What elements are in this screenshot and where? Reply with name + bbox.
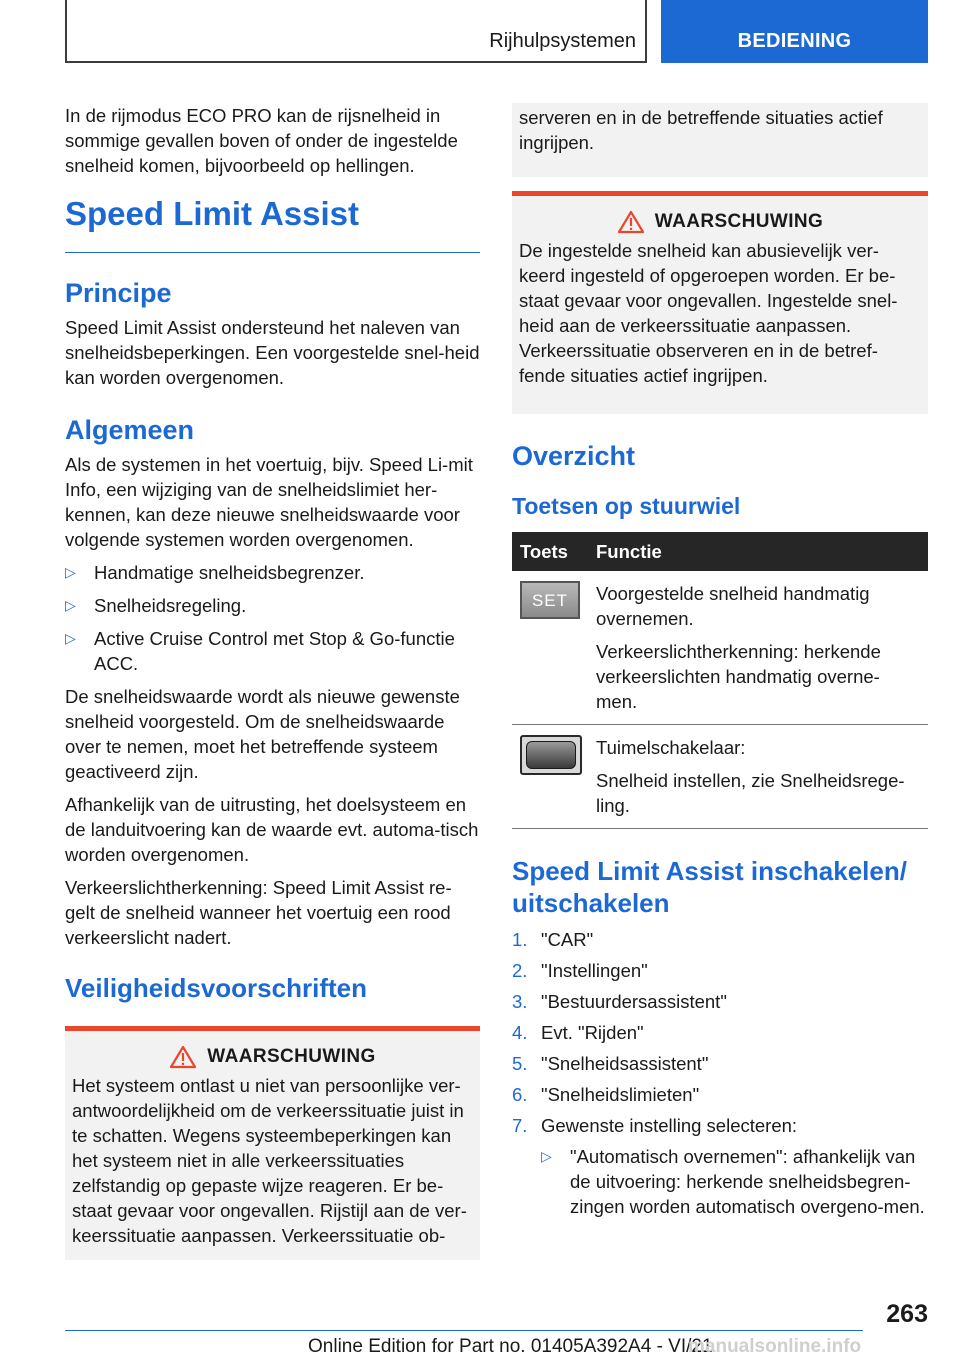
triangle-right-outline-icon: ▷: [65, 564, 76, 580]
toggle-heading: Speed Limit Assist inschakelen/ uitschakelen: [512, 856, 907, 918]
warning-box: [65, 1026, 480, 1260]
warning-title: WAARSCHUWING: [207, 1046, 376, 1067]
principe-heading: Principe: [65, 278, 172, 308]
table-cell-key: [512, 571, 588, 725]
set-button-icon: SET: [520, 581, 580, 619]
list-item: ▷ Active Cruise Control met Stop & Go-functie ACC.: [65, 628, 455, 674]
table-row: [512, 725, 928, 829]
principe-text: Speed Limit Assist ondersteund het naleven van snelheidsbeperkingen. Een voorgestelde snel-heid kan worden overgenomen.: [65, 317, 480, 388]
warning-triangle-icon: [169, 1045, 197, 1069]
triangle-right-outline-icon: ▷: [65, 630, 76, 646]
keys-heading: Toetsen op stuurwiel: [512, 493, 741, 519]
table-cell-function: Voorgestelde snelheid handmatig overnemen. Verkeerslichtherkenning: herkende verkeerslichten handmatig overne-men.: [588, 571, 928, 725]
list-item: ▷ "Automatisch overnemen": afhankelijk van de uitvoering: herkende snelheidsbegren-zingen worden automatisch overgeno-men.: [541, 1146, 925, 1217]
paragraph-automatic: Afhankelijk van de uitrusting, het doelsysteem en de landuitvoering kan de waarde evt. automa-tisch worden overgenomen.: [65, 794, 479, 865]
rocker-switch-icon: [520, 735, 582, 775]
warning-text: De ingestelde snelheid kan abusievelijk ver-keerd ingesteld of opgeroepen worden. Er be-staat gevaar voor ongevallen. Ingestelde snel-heid aan de verkeerssituatie aanpassen. Verkeerssituatie observeren en in de betref-fende situaties actief ingrijpen.: [519, 240, 898, 386]
warning-continued-text: serveren en in de betreffende situaties actief ingrijpen.: [519, 107, 883, 153]
systems-list: [65, 560, 480, 676]
footer-watermark: manualsonline.info: [688, 1336, 862, 1357]
keys-table: [512, 532, 928, 829]
list-item: 1. "CAR": [512, 929, 594, 950]
paragraph-suggested-speed: De snelheidswaarde wordt als nieuwe gewenste snelheid voorgesteld. Om de snelheidswaarde over te nemen, moet het betreffende systeem geactiveerd zijn.: [65, 686, 460, 782]
triangle-right-outline-icon: ▷: [65, 597, 76, 613]
safety-heading: Veiligheidsvoorschriften: [65, 973, 367, 1003]
warning-box-continued: [512, 103, 928, 177]
table-row: [512, 571, 928, 725]
list-item: 2. "Instellingen": [512, 960, 648, 981]
list-item: 7. Gewenste instelling selecteren: ▷ "Automatisch overnemen": afhankelijk van de uitvoering: herkende snelheidsbegren-zingen worden automatisch overgeno-men.: [512, 1113, 928, 1219]
warning-title: WAARSCHUWING: [654, 211, 824, 232]
table-cell-function: Tuimelschakelaar: Snelheid instellen, zie Snelheidsrege-ling.: [588, 725, 928, 829]
left-column: [65, 103, 480, 1260]
overview-heading: Overzicht: [512, 441, 636, 471]
warning-header: [519, 210, 921, 234]
list-item: 4. Evt. "Rijden": [512, 1022, 644, 1043]
list-item: ▷ Snelheidsregeling.: [65, 595, 247, 616]
table-header-function: Functie: [588, 532, 928, 571]
triangle-right-outline-icon: ▷: [541, 1148, 552, 1164]
paragraph-traffic-lights: Verkeerslichtherkenning: Speed Limit Assist re-gelt de snelheid wanneer het voertuig een rood verkeerslicht nadert.: [65, 877, 452, 948]
warning-triangle-icon: [617, 210, 645, 234]
intro-paragraph: In de rijmodus ECO PRO kan de rijsnelheid in sommige gevallen boven of onder de ingestelde snelheid komen, bijvoorbeeld op hellingen.: [65, 105, 458, 176]
list-item: 5. "Snelheidsassistent": [512, 1053, 709, 1074]
footer-divider: [65, 1330, 863, 1331]
warning-header: [72, 1045, 473, 1069]
algemeen-heading: Algemeen: [65, 415, 195, 445]
list-item: 3. "Bestuurdersassistent": [512, 991, 727, 1012]
table-header-row: [512, 532, 928, 571]
page-title: Speed Limit Assist: [65, 194, 480, 253]
warning-text: Het systeem ontlast u niet van persoonlijke ver-antwoordelijkheid om de verkeerssituatie juist in te schatten. Wegens systeembeperkingen kan het systeem niet in alle verkeerssituaties zelfstandig op gepaste wijze reageren. Er be-staat gevaar voor ongevallen. Rijstijl aan de ver-keerssituatie aanpassen. Verkeerssituatie ob-: [72, 1075, 467, 1246]
header-section-title: Rijhulpsystemen: [489, 30, 636, 52]
list-item: ▷ Handmatige snelheidsbegrenzer.: [65, 562, 365, 583]
setting-options-list: [541, 1144, 928, 1219]
footer-edition: Online Edition for Part no. 01405A392A4 - VI/21: [308, 1336, 713, 1357]
table-header-key: Toets: [512, 532, 588, 571]
table-cell-key: [512, 725, 588, 829]
page-number: 263: [886, 1300, 928, 1328]
list-item: 6. "Snelheidslimieten": [512, 1084, 700, 1105]
algemeen-text: Als de systemen in het voertuig, bijv. Speed Li-mit Info, een wijziging van de snelheidslimiet her-kennen, kan deze nieuwe snelheidswaarde voor volgende systemen worden overgenomen.: [65, 454, 473, 550]
header-chapter-tab: BEDIENING: [661, 0, 928, 63]
steps-list: [512, 927, 928, 1219]
warning-box: [512, 191, 928, 414]
right-column: [512, 103, 928, 1227]
